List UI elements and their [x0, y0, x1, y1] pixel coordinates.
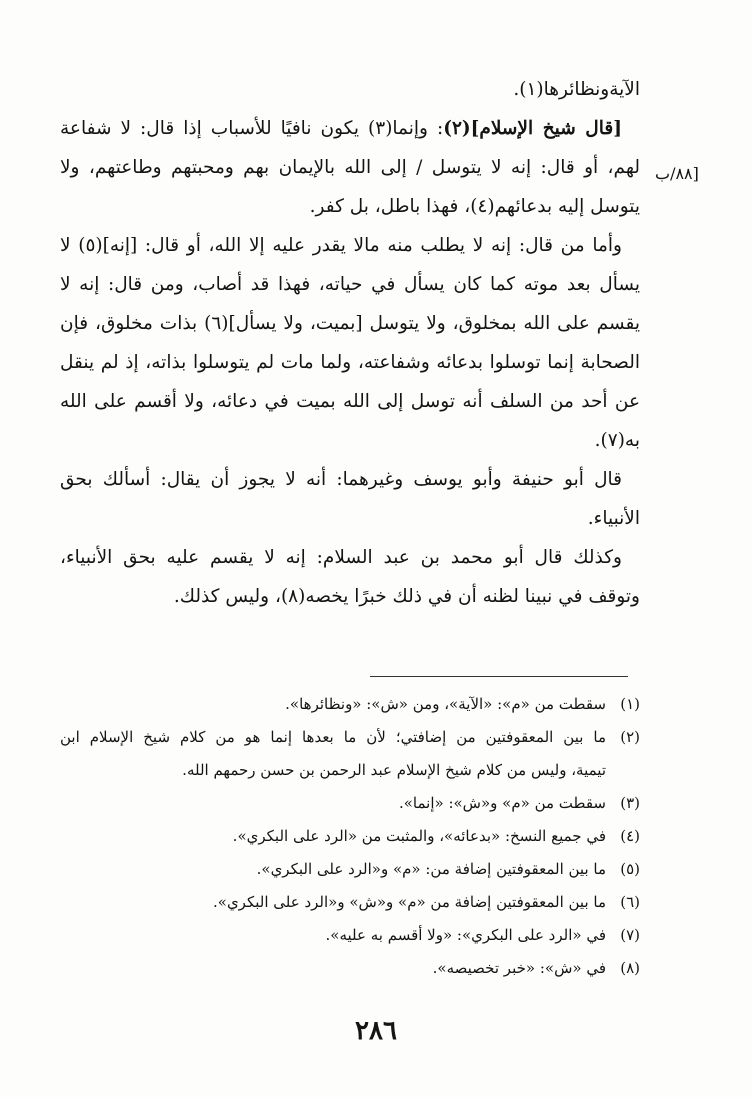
text-line: وأما من قال: إنه لا يطلب منه مالا يقدر عليه إلا الله، أو قال: [إنه](٥) لا — [60, 235, 622, 256]
footnote-number: (٦) — [620, 893, 640, 911]
footnote-text: سقطت من «م»: «الآية»، ومن «ش»: «ونظائرها». — [285, 695, 606, 713]
text-line: يقسم على الله بمخلوق، ولا يتوسل [بميت، ولا يسأل](٦) بذات مخلوق، فإن — [60, 313, 640, 334]
footnote-number: (١) — [620, 695, 640, 713]
text-line: يسأل بعد موته كما كان يسأل في حياته، فهذا قد أصاب، ومن قال: إنه لا — [60, 274, 640, 295]
footnote-text: تيمية، وليس من كلام شيخ الإسلام عبد الرحمن بن حسن رحمهم الله. — [182, 761, 606, 779]
footnote — [60, 919, 640, 952]
text-line: به(٧). — [594, 430, 640, 451]
footnote-divider — [370, 676, 628, 677]
footnote — [60, 820, 640, 853]
text-span: : وإنما(٣) يكون نافيًا للأسباب إذا قال: لا شفاعة — [60, 118, 444, 139]
text-line: لهم، أو قال: إنه لا يتوسل / إلى الله بالإيمان بهم ومحبتهم وطاعتهم، ولا — [60, 157, 640, 178]
footnote-number: (٥) — [620, 860, 640, 878]
text-line: الآيةونظائرها(١). — [513, 79, 640, 100]
text-line — [60, 109, 640, 148]
page-number: ٢٨٦ — [355, 1016, 397, 1046]
footnote — [60, 886, 640, 919]
text-line: قال أبو حنيفة وأبو يوسف وغيرهما: أنه لا يجوز أن يقال: أسألك بحق — [60, 469, 622, 490]
footnote-text: ما بين المعقوفتين إضافة من «م» و«ش» و«الرد على البكري». — [213, 893, 606, 911]
footnote-continuation — [60, 754, 640, 787]
text-line: وتوقف في نبينا لظنه أن في ذلك خبرًا يخصه(٨)، وليس كذلك. — [173, 586, 640, 607]
footnote-text: ما بين المعقوفتين من إضافتي؛ لأن ما بعدها إنما هو من كلام شيخ الإسلام ابن — [60, 728, 606, 746]
text-line: وكذلك قال أبو محمد بن عبد السلام: إنه لا يقسم عليه بحق الأنبياء، — [60, 547, 622, 568]
footnote-number: (٢) — [620, 728, 640, 746]
footnote-text: في «ش»: «خبر تخصيصه». — [432, 959, 606, 977]
footnote — [60, 688, 640, 721]
footnote — [60, 952, 640, 985]
footnote-number: (٤) — [620, 827, 640, 845]
main-text — [60, 70, 640, 616]
footnote — [60, 721, 640, 754]
text-line: عن أحد من السلف أنه توسل إلى الله بميت في دعائه، ولا أقسم على الله — [60, 391, 640, 412]
footnote-text: في «الرد على البكري»: «ولا أقسم به عليه». — [325, 926, 606, 944]
footnotes — [60, 688, 640, 985]
text-line: الأنبياء. — [587, 508, 640, 529]
footnote-text: سقطت من «م» و«ش»: «إنما». — [398, 794, 606, 812]
footnote-number: (٨) — [620, 959, 640, 977]
text-line: الصحابة إنما توسلوا بدعائه وشفاعته، ولما مات لم يتوسلوا بذاته، إذ لم ينقل — [60, 352, 640, 373]
bold-heading: [قال شيخ الإسلام](٢) — [443, 118, 622, 139]
footnote-text: ما بين المعقوفتين إضافة من: «م» و«الرد على البكري». — [256, 860, 606, 878]
footnote-text: في جميع النسخ: «بدعائه»، والمثبت من «الرد على البكري». — [232, 827, 606, 845]
footnote — [60, 853, 640, 886]
footnote-number: (٧) — [620, 926, 640, 944]
footnote — [60, 787, 640, 820]
footnote-number: (٣) — [620, 794, 640, 812]
manuscript-folio-reference: [٨٨/ب — [655, 164, 699, 183]
text-line: يتوسل إليه بدعائهم(٤)، فهذا باطل، بل كفر. — [309, 196, 640, 217]
